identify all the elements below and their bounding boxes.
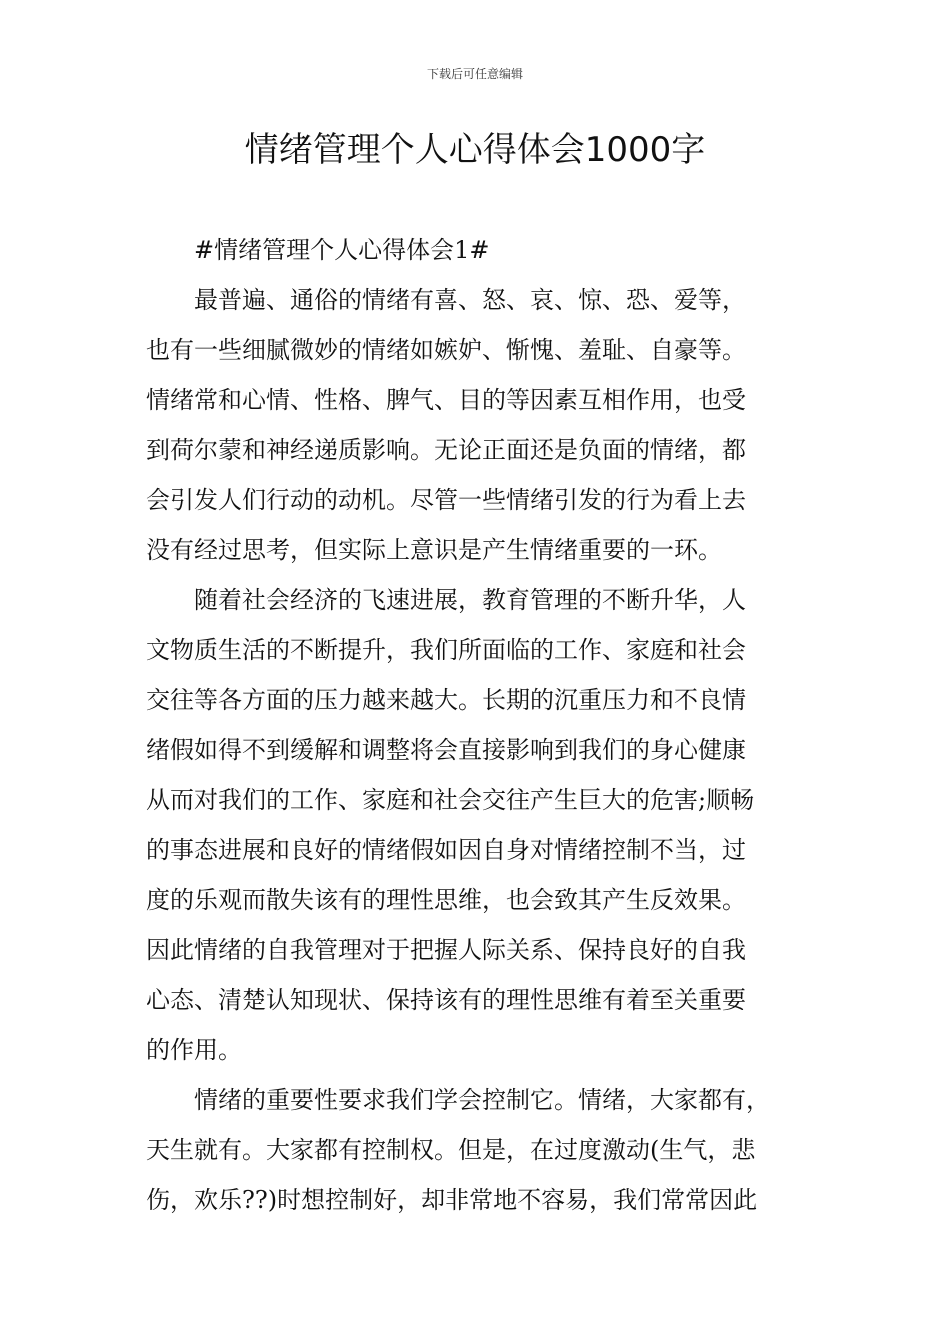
paragraph-line: 情绪常和心情、性格、脾气、目的等因素互相作用，也受 xyxy=(146,386,746,414)
paragraph-2 xyxy=(146,575,812,1075)
header-note: 下载后可任意编辑 xyxy=(426,67,523,81)
paragraph-line: 交往等各方面的压力越来越大。长期的沉重压力和不良情 xyxy=(146,686,746,714)
paragraph-line: 从而对我们的工作、家庭和社会交往产生巨大的危害;顺畅 xyxy=(146,786,755,814)
paragraph-line: 情绪的重要性要求我们学会控制它。情绪，大家都有， xyxy=(194,1086,770,1114)
paragraph-line: 到荷尔蒙和神经递质影响。无论正面还是负面的情绪，都 xyxy=(146,436,746,464)
document-title: 情绪管理个人心得体会1000字 xyxy=(244,130,706,170)
paragraph-1 xyxy=(146,275,812,575)
paragraph-line: 绪假如得不到缓解和调整将会直接影响到我们的身心健康 xyxy=(146,736,746,764)
paragraph-line: 会引发人们行动的动机。尽管一些情绪引发的行为看上去 xyxy=(146,486,746,514)
paragraph-line: 文物质生活的不断提升，我们所面临的工作、家庭和社会 xyxy=(146,636,746,664)
paragraph-line: 因此情绪的自我管理对于把握人际关系、保持良好的自我 xyxy=(146,936,746,964)
paragraph-line: 度的乐观而散失该有的理性思维，也会致其产生反效果。 xyxy=(146,886,746,914)
paragraph-line: 最普遍、通俗的情绪有喜、怒、哀、惊、恐、爱等， xyxy=(194,286,746,314)
section-heading: #情绪管理个人心得体会1# xyxy=(194,236,490,264)
paragraph-line: 随着社会经济的飞速进展，教育管理的不断升华，人 xyxy=(194,586,746,614)
paragraph-line: 也有一些细腻微妙的情绪如嫉妒、惭愧、羞耻、自豪等。 xyxy=(146,336,746,364)
document-body xyxy=(146,225,812,1225)
paragraph-line: 的作用。 xyxy=(146,1036,242,1064)
paragraph-line: 伤，欢乐??)时想控制好，却非常地不容易，我们常常因此 xyxy=(146,1186,758,1214)
paragraph-line: 天生就有。大家都有控制权。但是，在过度激动(生气，悲 xyxy=(146,1136,756,1164)
paragraph-line: 没有经过思考，但实际上意识是产生情绪重要的一环。 xyxy=(146,536,722,564)
paragraph-line: 的事态进展和良好的情绪假如因自身对情绪控制不当，过 xyxy=(146,836,746,864)
paragraph-3 xyxy=(146,1075,812,1225)
paragraph-line: 心态、清楚认知现状、保持该有的理性思维有着至关重要 xyxy=(146,986,746,1014)
